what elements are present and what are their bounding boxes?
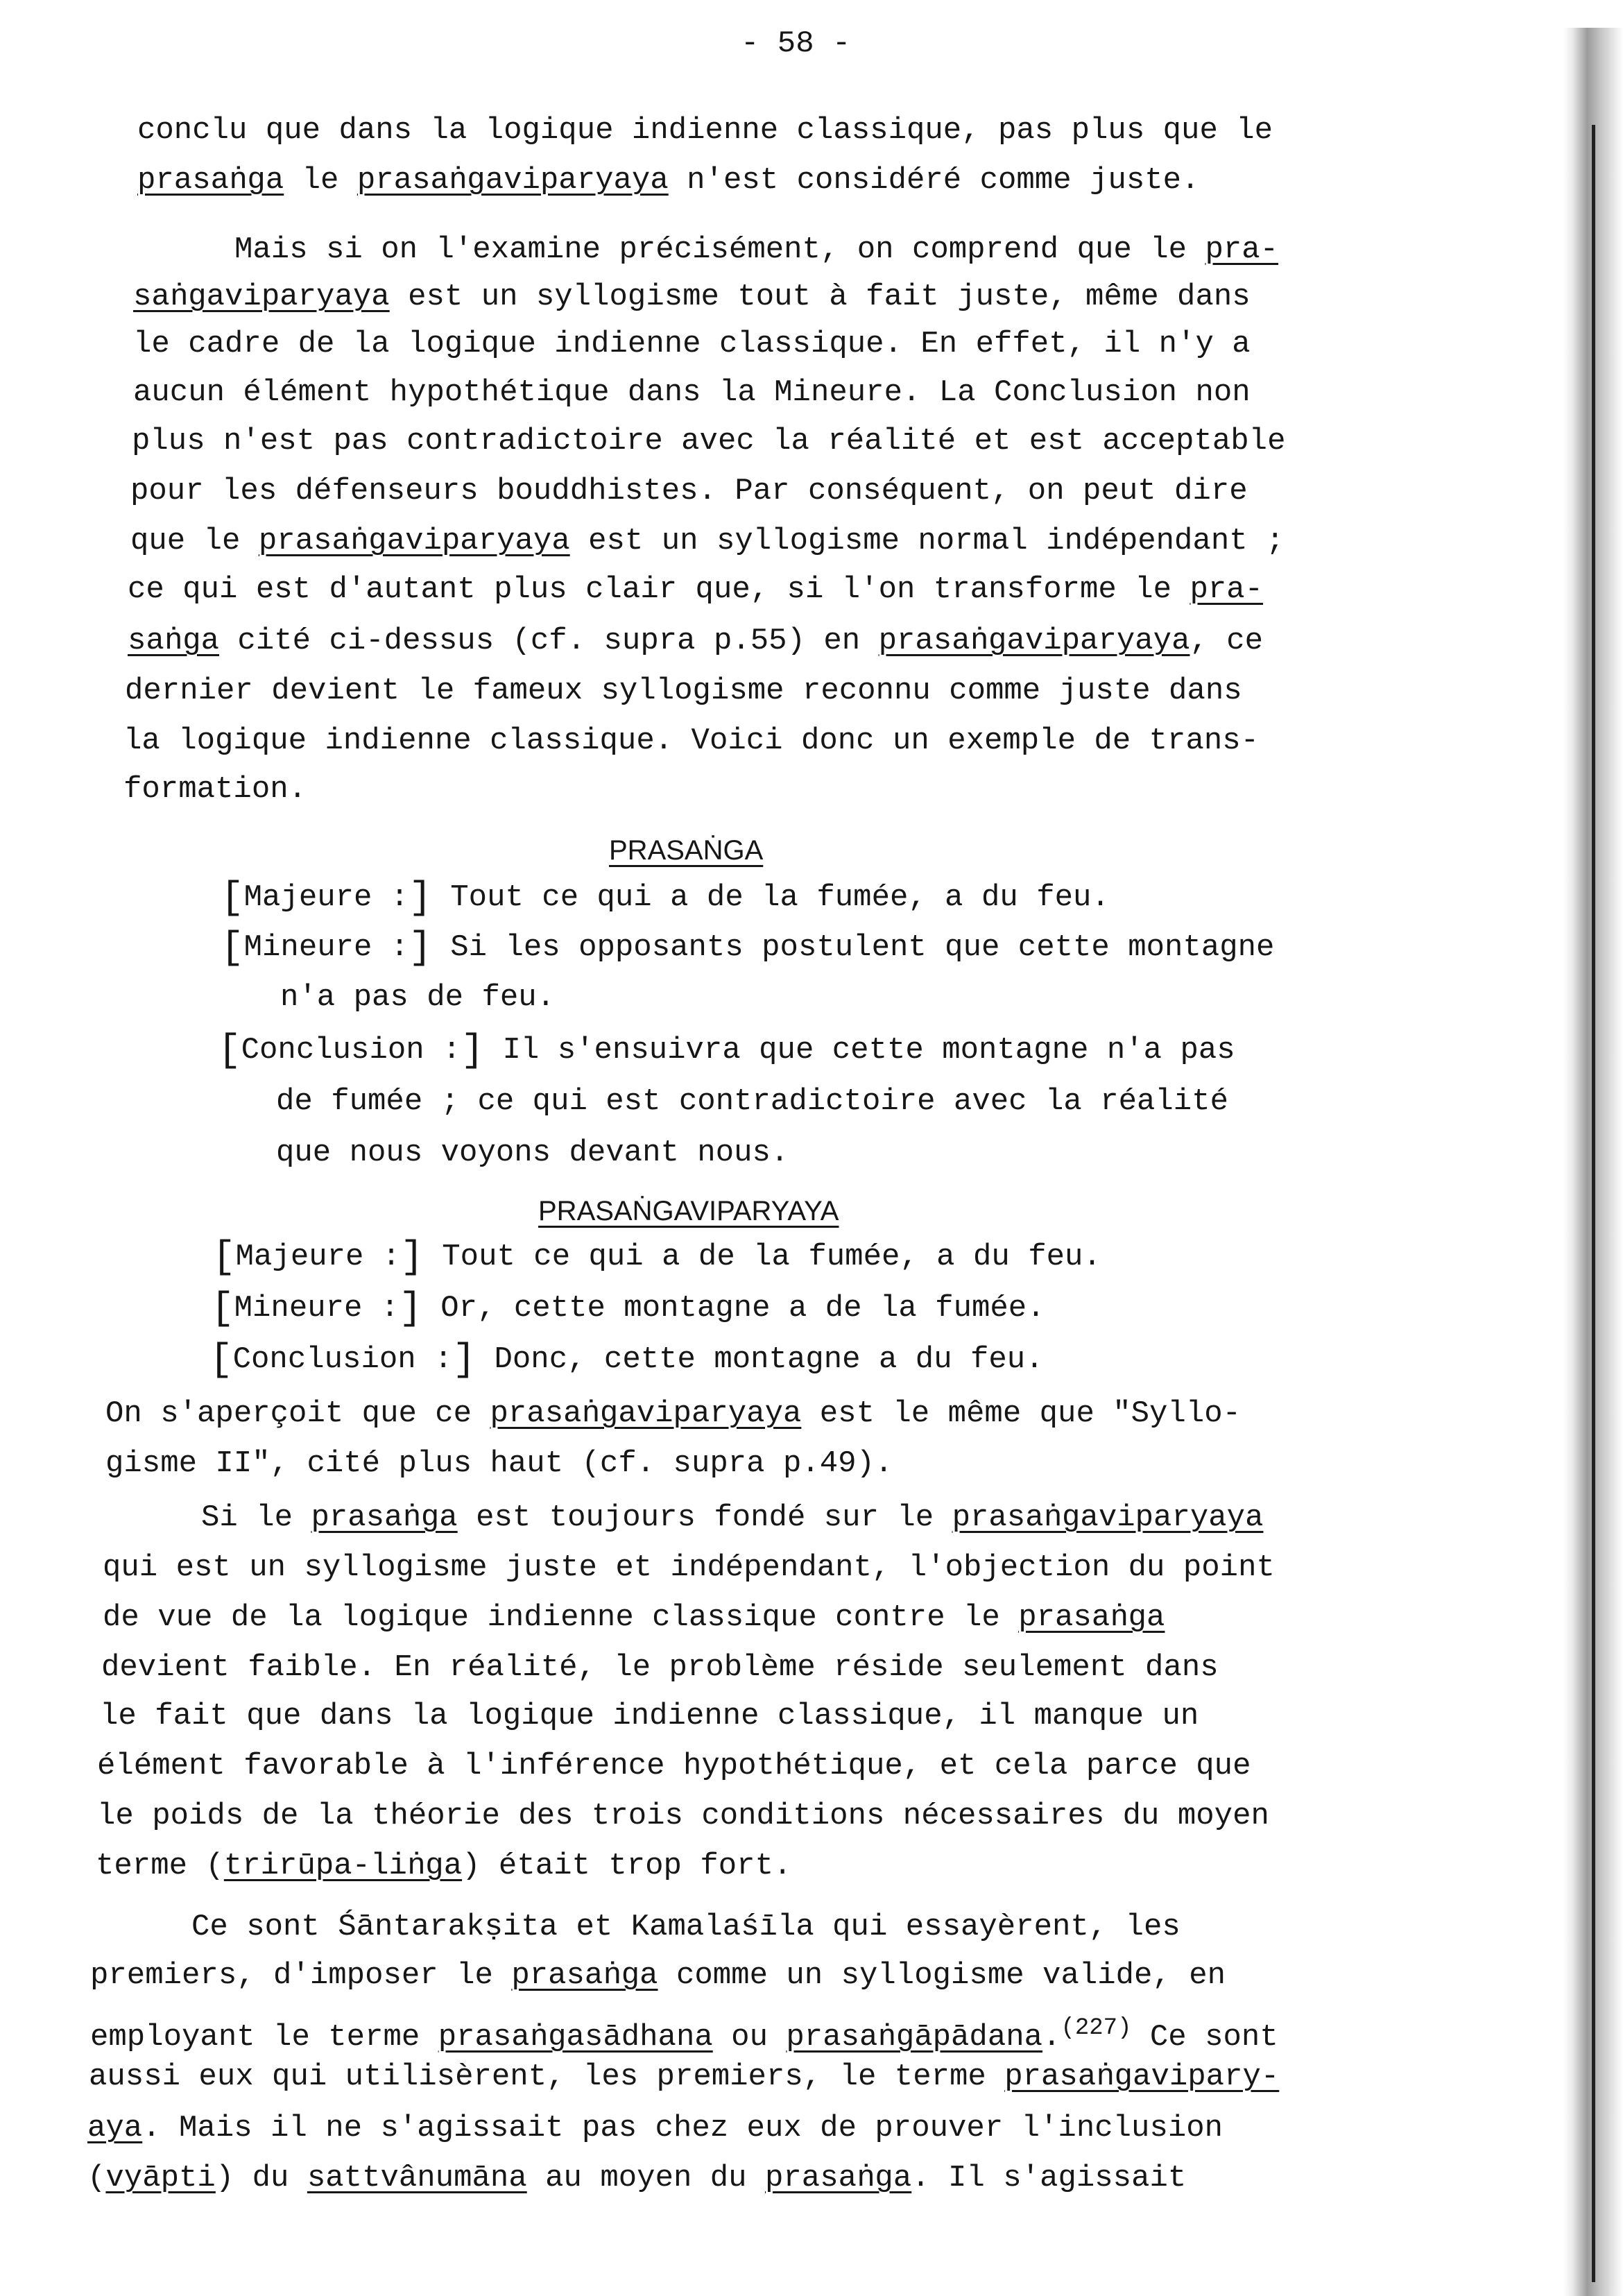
text-line: Ce sont Śāntarakṣita et Kamalaśīla qui essayèrent, les — [191, 1910, 1180, 1944]
text-line: saṅgaviparyaya est un syllogisme tout à fait juste, même dans — [133, 280, 1251, 314]
text-line: ce qui est d'autant plus clair que, si l'on transforme le pra- — [128, 572, 1264, 607]
underlined-term: sattvânumāna — [307, 2161, 527, 2195]
underlined-term: aya — [87, 2111, 143, 2145]
underlined-term: prasaṅgavipary- — [1004, 2059, 1280, 2094]
text-line: dernier devient le fameux syllogisme reconnu comme juste dans — [125, 674, 1242, 708]
text-line: Mais si on l'examine précisément, on comprend que le pra- — [234, 232, 1279, 267]
text-line: terme (trirūpa-liṅga) était trop fort. — [96, 1849, 792, 1883]
footnote-reference: (227) — [1060, 2015, 1132, 2041]
underlined-term: prasaṅga — [137, 163, 284, 198]
text-line: de vue de la logique indienne classique contre le prasaṅga — [103, 1600, 1165, 1635]
page-edge-line — [1592, 125, 1595, 2282]
underlined-term: prasaṅgasādhana — [438, 2020, 713, 2055]
text-line: pour les défenseurs bouddhistes. Par conséquent, on peut dire — [130, 474, 1248, 508]
syllogism-row-conclusion: [Conclusion :] Il s'ensuivra que cette montagne n'a pas — [218, 1028, 1235, 1072]
text-line: plus n'est pas contradictoire avec la réalité et est acceptable — [132, 424, 1286, 459]
underlined-term: prasaṅgaviparyaya — [357, 163, 669, 198]
text-line: premiers, d'imposer le prasaṅga comme un syllogisme valide, en — [90, 1958, 1226, 1993]
underlined-term: trirūpa-liṅga — [223, 1849, 463, 1883]
syllogism-row-majeure: [Majeure :] Tout ce qui a de la fumée, a du feu. — [221, 875, 1110, 920]
text-line: aya. Mais il ne s'agissait pas chez eux de prouver l'inclusion — [87, 2111, 1223, 2145]
text-line: le cadre de la logique indienne classique. En effet, il n'y a — [133, 327, 1251, 361]
syllogism-row-majeure: [Majeure :] Tout ce qui a de la fumée, a du feu. — [212, 1235, 1101, 1279]
underlined-term: prasaṅga — [1018, 1600, 1165, 1635]
syllogism-row-mineure: [Mineure :] Or, cette montagne a de la fumée. — [211, 1286, 1045, 1330]
underlined-term: prasaṅgaviparyaya — [258, 524, 570, 558]
text-line: le poids de la théorie des trois conditions nécessaires du moyen — [97, 1799, 1269, 1833]
underlined-term: prasaṅgaviparyaya — [490, 1396, 802, 1431]
text-line: saṅga cité ci-dessus (cf. supra p.55) en prasaṅgaviparyaya, ce — [128, 624, 1264, 658]
underlined-term: saṅgaviparyaya — [133, 280, 390, 314]
text-line: (vyāpti) du sattvânumāna au moyen du prasaṅga. Il s'agissait — [87, 2161, 1187, 2195]
text-line: On s'aperçoit que ce prasaṅgaviparyaya est le même que "Syllo- — [105, 1396, 1242, 1431]
text-line: employant le terme prasaṅgasādhana ou prasaṅgāpādana.$^{(227)}$ Ce sont — [90, 2015, 1278, 2055]
viparyaya-heading: PRASAṄGAVIPARYAYA — [538, 1196, 839, 1226]
underlined-term: prasaṅga — [765, 2161, 912, 2195]
text-line: que le prasaṅgaviparyaya est un syllogisme normal indépendant ; — [130, 524, 1285, 558]
text-line: la logique indienne classique. Voici donc un exemple de trans- — [123, 723, 1260, 758]
text-line: gisme II", cité plus haut (cf. supra p.49). — [105, 1446, 893, 1481]
text-line: formation. — [123, 772, 307, 807]
text-line: qui est un syllogisme juste et indépendant, l'objection du point — [103, 1550, 1275, 1585]
text-line: prasaṅga le prasaṅgaviparyaya n'est considéré comme juste. — [137, 163, 1200, 198]
syllogism-row-mineure: [Mineure :] Si les opposants postulent que cette montagne — [221, 925, 1275, 970]
underlined-term: prasaṅgāpādana — [786, 2020, 1043, 2055]
text-line: aussi eux qui utilisèrent, les premiers, le terme prasaṅgavipary- — [89, 2059, 1280, 2094]
underlined-term: vyāpti — [105, 2161, 216, 2195]
text-line: le fait que dans la logique indienne classique, il manque un — [100, 1699, 1199, 1733]
underlined-term: saṅga — [128, 624, 220, 658]
syllogism-continuation: n'a pas de feu. — [280, 980, 556, 1015]
text-line: aucun élément hypothétique dans la Mineure. La Conclusion non — [133, 375, 1251, 410]
underlined-term: prasaṅgaviparyaya — [952, 1500, 1264, 1535]
underlined-term: prasaṅga — [311, 1500, 458, 1535]
text-line: conclu que dans la logique indienne classique, pas plus que le — [137, 113, 1273, 148]
syllogism-continuation: de fumée ; ce qui est contradictoire avec la réalité — [276, 1084, 1229, 1119]
underlined-term: prasaṅgaviparyaya — [878, 624, 1190, 658]
underlined-term: pra- — [1205, 232, 1279, 267]
syllogism-row-conclusion: [Conclusion :] Donc, cette montagne a du feu. — [209, 1337, 1044, 1382]
underlined-term: prasaṅga — [511, 1958, 658, 1993]
text-line: Si le prasaṅga est toujours fondé sur le prasaṅgaviparyaya — [201, 1500, 1264, 1535]
syllogism-continuation: que nous voyons devant nous. — [276, 1136, 789, 1170]
text-line: élément favorable à l'inférence hypothétique, et cela parce que — [97, 1749, 1251, 1783]
prasanga-heading: PRASAṄGA — [609, 835, 764, 866]
page-number: - 58 - — [741, 26, 851, 61]
underlined-term: pra- — [1190, 572, 1264, 607]
text-line: devient faible. En réalité, le problème réside seulement dans — [101, 1650, 1219, 1685]
